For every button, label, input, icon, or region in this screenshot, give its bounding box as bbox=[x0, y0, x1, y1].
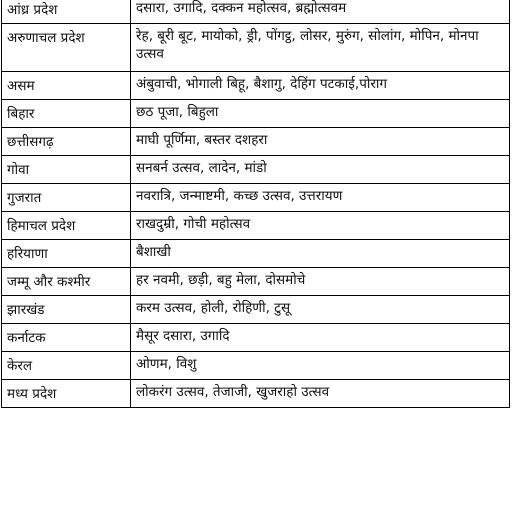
table-row bbox=[2, 156, 510, 184]
table-row bbox=[2, 184, 510, 212]
table-row bbox=[2, 380, 510, 408]
table-row bbox=[2, 296, 510, 324]
state-cell: असम bbox=[2, 72, 131, 100]
festivals-cell: नवरात्रि, जन्माष्टमी, कच्छ उत्सव, उत्तरायण bbox=[131, 184, 510, 212]
table-row bbox=[2, 240, 510, 268]
table-row bbox=[2, 352, 510, 380]
state-cell: हरियाणा bbox=[2, 240, 131, 268]
table-row bbox=[2, 0, 510, 24]
state-cell: हिमाचल प्रदेश bbox=[2, 212, 131, 240]
table-row bbox=[2, 268, 510, 296]
table-row bbox=[2, 324, 510, 352]
state-cell: मध्य प्रदेश bbox=[2, 380, 131, 408]
festivals-cell: छठ पूजा, बिहुला bbox=[131, 100, 510, 128]
table-row bbox=[2, 100, 510, 128]
festivals-table bbox=[1, 0, 510, 408]
state-cell: अरुणाचल प्रदेश bbox=[2, 24, 131, 72]
festivals-cell: माघी पूर्णिमा, बस्तर दशहरा bbox=[131, 128, 510, 156]
state-cell: झारखंड bbox=[2, 296, 131, 324]
state-cell: छत्तीसगढ़ bbox=[2, 128, 131, 156]
festivals-cell: सनबर्न उत्सव, लादेन, मांडो bbox=[131, 156, 510, 184]
festivals-cell: करम उत्सव, होली, रोहिणी, टुसू bbox=[131, 296, 510, 324]
festivals-cell: ओणम, विशु bbox=[131, 352, 510, 380]
state-cell: आंध्र प्रदेश bbox=[2, 0, 131, 24]
state-cell: बिहार bbox=[2, 100, 131, 128]
table-row bbox=[2, 24, 510, 72]
table-row bbox=[2, 128, 510, 156]
state-cell: केरल bbox=[2, 352, 131, 380]
festivals-cell: अंबुवाची, भोगाली बिहू, बैशागु, देहिंग पटकाई,पोराग bbox=[131, 72, 510, 100]
festivals-cell: रेह, बूरी बूट, मायोको, ड्री, पोंगट्ठ, लोसर, मुरुंग, सोलांग, मोपिन, मोनपा उत्सव bbox=[131, 24, 510, 72]
festivals-cell: दसारा, उगादि, दक्कन महोत्सव, ब्रह्मोत्सवम bbox=[131, 0, 510, 24]
festivals-cell: लोकरंग उत्सव, तेजाजी, खुजराहो उत्सव bbox=[131, 380, 510, 408]
festivals-cell: राखदुम्री, गोची महोत्सव bbox=[131, 212, 510, 240]
state-cell: कर्नाटक bbox=[2, 324, 131, 352]
festivals-cell: बैशाखी bbox=[131, 240, 510, 268]
festivals-cell: हर नवमी, छड़ी, बहु मेला, दोसमोचे bbox=[131, 268, 510, 296]
festivals-cell: मैसूर दसारा, उगादि bbox=[131, 324, 510, 352]
state-cell: जम्मू और कश्मीर bbox=[2, 268, 131, 296]
state-cell: गोवा bbox=[2, 156, 131, 184]
state-cell: गुजरात bbox=[2, 184, 131, 212]
table-row bbox=[2, 212, 510, 240]
table-row bbox=[2, 72, 510, 100]
